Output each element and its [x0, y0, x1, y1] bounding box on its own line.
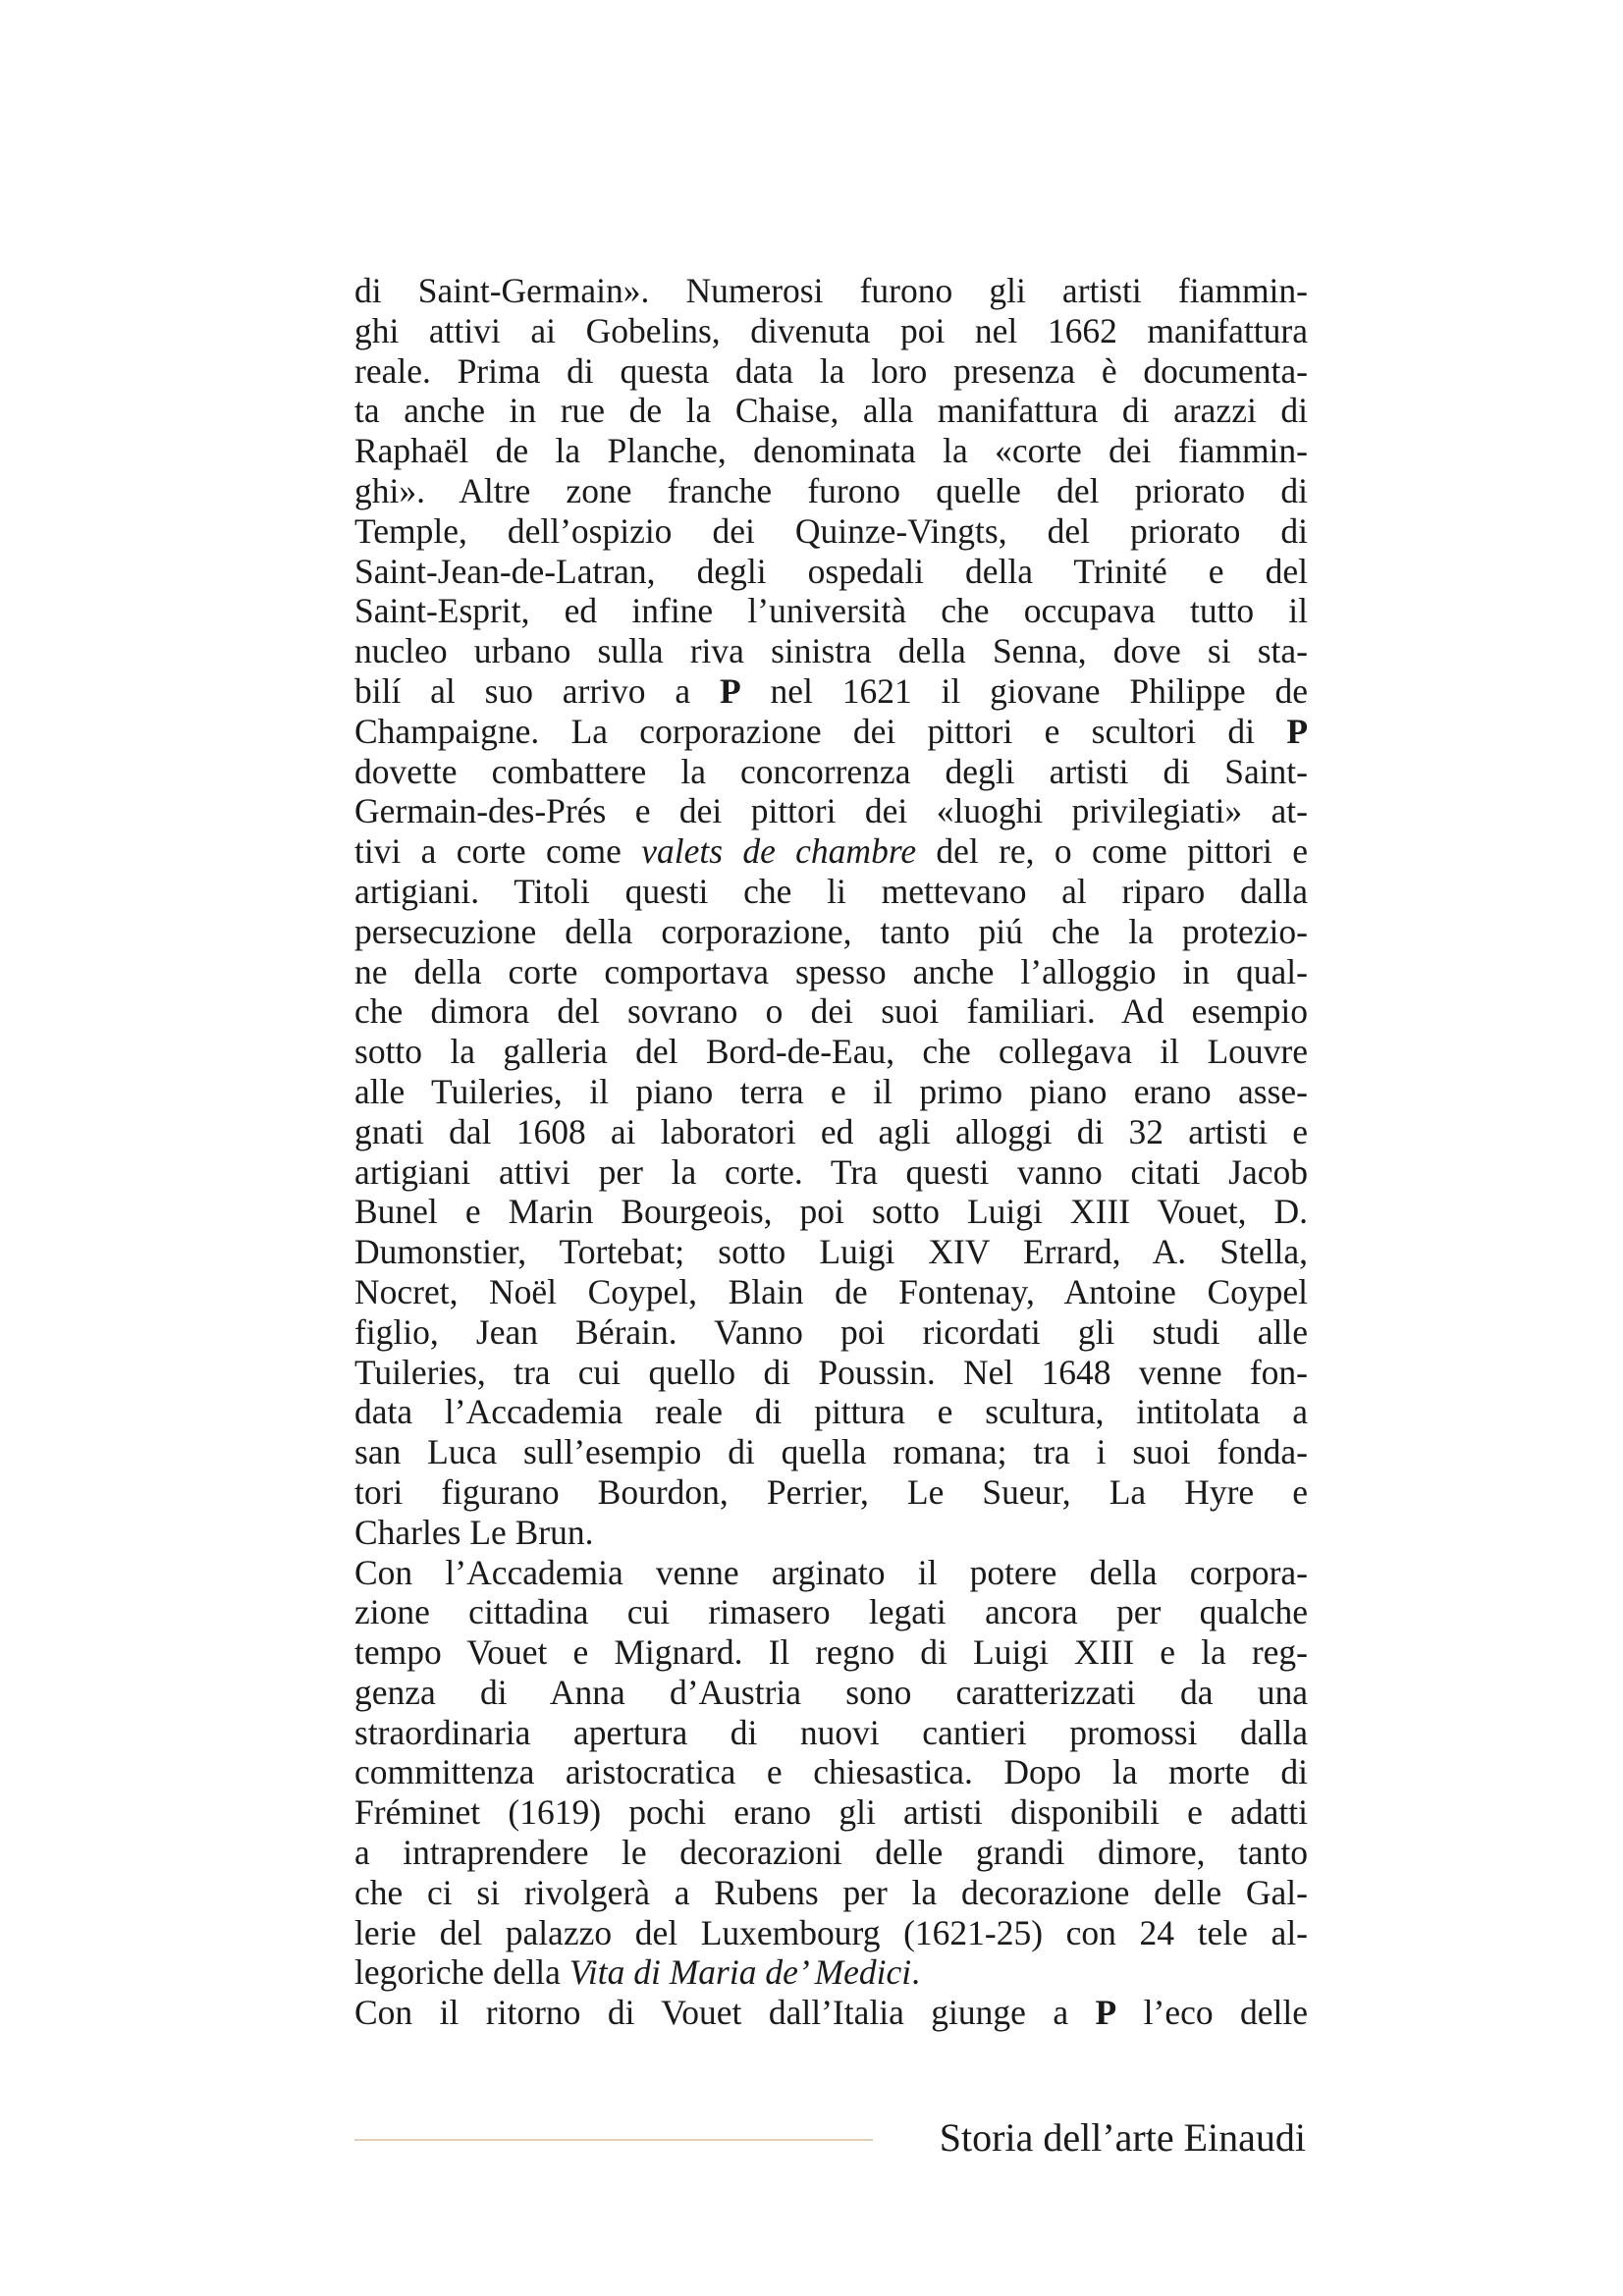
text-run: dovette combattere la concorrenza degli artisti di Saint- [354, 751, 1308, 791]
text-run: Saint-Jean-de-Latran, degli ospedali della Trinité e del [354, 551, 1308, 591]
text-line [354, 1792, 1308, 1833]
text-line [354, 791, 1308, 831]
text-run: sotto la galleria del Bord-de-Eau, che collegava il Louvre [354, 1032, 1308, 1072]
text-run: ghi attivi ai Gobelins, divenuta poi nel 1662 manifattura [354, 310, 1308, 350]
text-line [354, 471, 1308, 511]
text-run: committenza aristocratica e chiesastica. Dopo la morte di [354, 1752, 1308, 1792]
text-run: ghi». Altre zone franche furono quelle del priorato di [354, 470, 1308, 510]
text-run: Champaigne. La corporazione dei pittori e scultori di [354, 711, 1287, 751]
text-run: di Saint-Germain». Numerosi furono gli artisti fiammin- [354, 271, 1308, 310]
text-run: gnati dal 1608 ai laboratori ed agli alloggi di 32 artisti e [354, 1111, 1308, 1151]
text-run: Con il ritorno di Vouet dall’Italia giunge a [354, 1993, 1096, 2033]
text-line [354, 1873, 1308, 1913]
text-run: lerie del palazzo del Luxembourg (1621-25) con 24 tele al- [354, 1912, 1308, 1952]
text-run: Saint-Esprit, ed infine l’università che occupava tutto il [354, 591, 1308, 631]
text-run: nucleo urbano sulla riva sinistra della Senna, dove si sta- [354, 631, 1308, 671]
text-run: legoriche della [354, 1952, 569, 1993]
text-run: artigiani. Titoli questi che li mettevano al riparo dalla [354, 871, 1308, 911]
text-line [354, 1192, 1308, 1232]
text-line [354, 1312, 1308, 1353]
text-line [354, 391, 1308, 431]
text-run: figlio, Jean Bérain. Vanno poi ricordati gli studi alle [354, 1311, 1308, 1352]
text-run: che dimora del sovrano o dei suoi familiari. Ad esempio [354, 991, 1308, 1032]
text-run: a intraprendere le decorazioni delle grandi dimore, tanto [354, 1833, 1308, 1873]
bold-abbrev: P [1286, 711, 1308, 751]
text-line [354, 991, 1308, 1032]
text-run: l’eco delle [1116, 1993, 1309, 2033]
text-line [354, 552, 1308, 592]
text-run: Tuileries, tra cui quello di Poussin. Nel 1648 venne fon- [354, 1352, 1308, 1392]
text-line [354, 1913, 1308, 1953]
text-line [354, 1353, 1308, 1393]
text-line [354, 912, 1308, 952]
text-run: Charles Le Brun. [354, 1512, 594, 1552]
text-line [354, 1392, 1308, 1432]
text-run: Temple, dell’ospizio dei Quinze-Vingts, del priorato di [354, 510, 1308, 551]
text-run: ta anche in rue de la Chaise, alla manifattura di arazzi di [354, 391, 1308, 431]
footer-rule [354, 2139, 873, 2141]
text-line [354, 1553, 1308, 1593]
text-line [354, 712, 1308, 752]
body-text [354, 271, 1308, 2033]
text-run: reale. Prima di questa data la loro presenza è documenta- [354, 350, 1308, 391]
footer-title: Storia dell’arte Einaudi [939, 2115, 1306, 2160]
text-run: Nocret, Noël Coypel, Blain de Fontenay, Antoine Coypel [354, 1271, 1308, 1311]
text-run: tivi a corte come [354, 831, 642, 872]
text-run: che ci si rivolgerà a Rubens per la decorazione delle Gal- [354, 1872, 1308, 1912]
text-line [354, 1513, 1308, 1553]
text-run: zione cittadina cui rimasero legati ancora per qualche [354, 1592, 1308, 1632]
text-line [354, 952, 1308, 992]
text-line [354, 1112, 1308, 1152]
text-line [354, 1432, 1308, 1472]
text-line [354, 1713, 1308, 1753]
text-line [354, 1752, 1308, 1792]
italic-title: Vita di Maria de’ Medici [568, 1952, 912, 1993]
text-line [354, 1472, 1308, 1513]
text-line [354, 1152, 1308, 1193]
text-line [354, 591, 1308, 631]
text-line [354, 1632, 1308, 1673]
text-run: san Luca sull’esempio di quella romana; tra i suoi fonda- [354, 1432, 1308, 1472]
text-run: ne della corte comportava spesso anche l’alloggio in qual- [354, 951, 1308, 991]
text-run: persecuzione della corporazione, tanto piú che la protezio- [354, 911, 1308, 951]
text-run: Raphaël de la Planche, denominata la «corte dei fiammin- [354, 431, 1308, 471]
text-line [354, 1032, 1308, 1072]
text-run: data l’Accademia reale di pittura e scultura, intitolata a [354, 1392, 1308, 1432]
text-run: artigiani attivi per la corte. Tra questi vanno citati Jacob [354, 1151, 1308, 1192]
text-line [354, 831, 1308, 872]
text-line [354, 752, 1308, 792]
text-run: Dumonstier, Tortebat; sotto Luigi XIV Errard, A. Stella, [354, 1232, 1308, 1272]
text-run: Germain-des-Prés e dei pittori dei «luoghi privilegiati» at- [354, 791, 1308, 831]
text-run: del re, o come pittori e [916, 831, 1308, 872]
text-line [354, 1993, 1308, 2033]
italic-title: valets de chambre [641, 831, 917, 872]
text-run: tempo Vouet e Mignard. Il regno di Luigi XIII e la reg- [354, 1632, 1308, 1673]
text-line [354, 1272, 1308, 1312]
text-run: genza di Anna d’Austria sono caratterizzati da una [354, 1672, 1308, 1712]
text-run: straordinaria apertura di nuovi cantieri promossi dalla [354, 1712, 1308, 1752]
text-run: Con l’Accademia venne arginato il potere della corpora- [354, 1552, 1308, 1592]
text-line [354, 351, 1308, 392]
text-line [354, 1833, 1308, 1873]
text-line [354, 1952, 1308, 1993]
text-line [354, 1072, 1308, 1112]
text-line [354, 511, 1308, 552]
text-run: nel 1621 il giovane Philippe de [740, 670, 1309, 711]
text-run: tori figurano Bourdon, Perrier, Le Sueur, La Hyre e [354, 1471, 1308, 1512]
text-line [354, 1592, 1308, 1632]
text-line [354, 872, 1308, 912]
text-line [354, 1232, 1308, 1272]
text-run: bilí al suo arrivo a [354, 670, 720, 711]
text-line [354, 671, 1308, 712]
text-line [354, 311, 1308, 351]
text-line [354, 271, 1308, 311]
text-line [354, 1673, 1308, 1713]
text-line [354, 631, 1308, 671]
text-run: Bunel e Marin Bourgeois, poi sotto Luigi XIII Vouet, D. [354, 1192, 1308, 1232]
text-run: Fréminet (1619) pochi erano gli artisti disponibili e adatti [354, 1792, 1308, 1833]
bold-abbrev: P [719, 670, 741, 711]
bold-abbrev: P [1095, 1993, 1117, 2033]
text-run: alle Tuileries, il piano terra e il primo piano erano asse- [354, 1071, 1308, 1111]
text-run: . [911, 1952, 921, 1993]
text-line [354, 431, 1308, 471]
